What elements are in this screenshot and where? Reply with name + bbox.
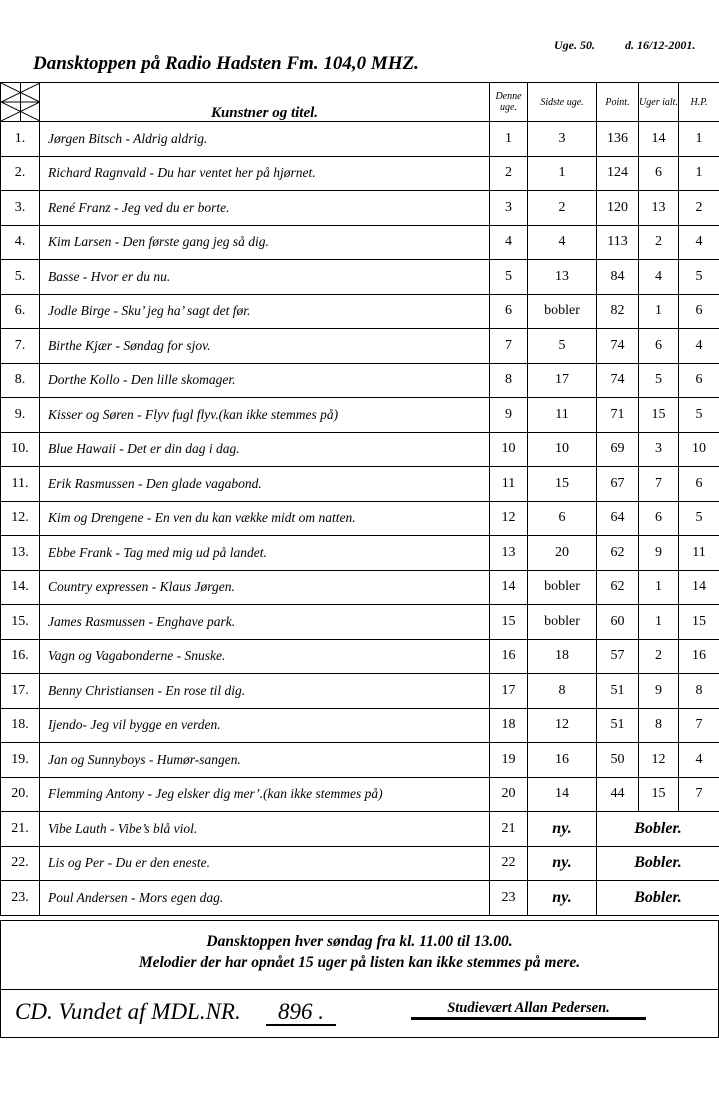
artist-title-cell: Country expressen - Klaus Jørgen. [40, 570, 490, 605]
artist-title-cell: Vibe Lauth - Vibe’s blå viol. [40, 812, 490, 847]
cd-winner-label: CD. Vundet af MDL.NR. [15, 999, 241, 1024]
last-week-cell: 12 [528, 708, 597, 743]
studio-host: Studievært Allan Pedersen. [411, 999, 646, 1020]
this-week-cell: 15 [490, 605, 528, 640]
weeks-total-cell: 6 [639, 156, 679, 191]
position-cell: 13. [1, 536, 40, 571]
hp-cell: 4 [679, 329, 719, 364]
weeks-total-column-header: Uger ialt. [639, 83, 679, 122]
weeks-total-cell: 8 [639, 708, 679, 743]
this-week-cell: 13 [490, 536, 528, 571]
chart-date: d. 16/12-2001. [625, 38, 696, 52]
hp-cell: 5 [679, 501, 719, 536]
points-cell: 62 [597, 536, 639, 571]
points-cell: 120 [597, 191, 639, 226]
points-cell: 51 [597, 674, 639, 709]
weeks-total-cell: 1 [639, 294, 679, 329]
last-week-cell: 10 [528, 432, 597, 467]
artist-title-cell: Vagn og Vagabonderne - Snuske. [40, 639, 490, 674]
position-cell: 17. [1, 674, 40, 709]
corner-box [1, 83, 40, 122]
page-title: Dansktoppen på Radio Hadsten Fm. 104,0 MHZ. [33, 53, 419, 74]
hp-cell: 16 [679, 639, 719, 674]
weeks-total-cell: 13 [639, 191, 679, 226]
weeks-total-cell: 15 [639, 777, 679, 812]
table-row [1, 156, 719, 191]
table-row [1, 294, 719, 329]
artist-title-cell: Ijendo- Jeg vil bygge en verden. [40, 708, 490, 743]
weeks-total-cell: 6 [639, 329, 679, 364]
artist-title-cell: Basse - Hvor er du nu. [40, 260, 490, 295]
weeks-total-cell: 2 [639, 225, 679, 260]
points-cell: 74 [597, 363, 639, 398]
position-cell: 9. [1, 398, 40, 433]
bubble-status-cell: Bobler. [597, 881, 719, 916]
last-week-cell: 20 [528, 536, 597, 571]
artist-title-cell: Richard Ragnvald - Du har ventet her på hjørnet. [40, 156, 490, 191]
cd-winner-section [0, 989, 719, 1038]
artist-title-cell: Benny Christiansen - En rose til dig. [40, 674, 490, 709]
hp-cell: 15 [679, 605, 719, 640]
bubble-row [1, 881, 719, 916]
broadcast-time-text: Dansktoppen hver søndag fra kl. 11.00 til 13.00. [206, 933, 513, 950]
position-cell: 1. [1, 122, 40, 157]
artist-title-cell: Jørgen Bitsch - Aldrig aldrig. [40, 122, 490, 157]
last-week-cell: 2 [528, 191, 597, 226]
weeks-total-cell: 14 [639, 122, 679, 157]
weeks-total-cell: 9 [639, 674, 679, 709]
artist-title-cell: Blue Hawaii - Det er din dag i dag. [40, 432, 490, 467]
chart-table [0, 82, 719, 916]
table-row [1, 398, 719, 433]
this-week-cell: 7 [490, 329, 528, 364]
last-week-cell: 15 [528, 467, 597, 502]
hp-cell: 5 [679, 260, 719, 295]
this-week-cell: 18 [490, 708, 528, 743]
last-week-cell: 3 [528, 122, 597, 157]
last-week-cell: 1 [528, 156, 597, 191]
table-row [1, 329, 719, 364]
table-row [1, 363, 719, 398]
hp-cell: 6 [679, 363, 719, 398]
last-week-cell: 8 [528, 674, 597, 709]
last-week-cell: 18 [528, 639, 597, 674]
bubble-status-cell: Bobler. [597, 846, 719, 881]
weeks-total-cell: 12 [639, 743, 679, 778]
position-cell: 18. [1, 708, 40, 743]
position-cell: 5. [1, 260, 40, 295]
bubble-row [1, 812, 719, 847]
table-row [1, 467, 719, 502]
weeks-total-cell: 6 [639, 501, 679, 536]
this-week-cell: 14 [490, 570, 528, 605]
points-cell: 60 [597, 605, 639, 640]
last-week-cell: 16 [528, 743, 597, 778]
artist-title-cell: Kim Larsen - Den første gang jeg så dig. [40, 225, 490, 260]
hp-cell: 4 [679, 225, 719, 260]
new-entry-cell: ny. [528, 881, 597, 916]
position-cell: 16. [1, 639, 40, 674]
position-cell: 20. [1, 777, 40, 812]
this-week-cell: 22 [490, 846, 528, 881]
position-cell: 3. [1, 191, 40, 226]
position-cell: 21. [1, 812, 40, 847]
artist-title-cell: James Rasmussen - Enghave park. [40, 605, 490, 640]
artist-title-cell: Ebbe Frank - Tag med mig ud på landet. [40, 536, 490, 571]
table-row [1, 605, 719, 640]
this-week-cell: 5 [490, 260, 528, 295]
weeks-total-cell: 3 [639, 432, 679, 467]
points-cell: 82 [597, 294, 639, 329]
artist-title-cell: Lis og Per - Du er den eneste. [40, 846, 490, 881]
last-week-column-header: Sidste uge. [528, 83, 597, 122]
hp-cell: 10 [679, 432, 719, 467]
position-cell: 6. [1, 294, 40, 329]
points-column-header: Point. [597, 83, 639, 122]
points-cell: 71 [597, 398, 639, 433]
last-week-cell: bobler [528, 570, 597, 605]
weeks-total-cell: 15 [639, 398, 679, 433]
weeks-total-cell: 1 [639, 570, 679, 605]
artist-title-cell: Jodle Birge - Sku’ jeg ha’ sagt det før. [40, 294, 490, 329]
last-week-cell: bobler [528, 294, 597, 329]
last-week-cell: 13 [528, 260, 597, 295]
artist-title-cell: Birthe Kjær - Søndag for sjov. [40, 329, 490, 364]
points-cell: 67 [597, 467, 639, 502]
hp-cell: 1 [679, 156, 719, 191]
hp-cell: 7 [679, 777, 719, 812]
new-entry-cell: ny. [528, 846, 597, 881]
this-week-cell: 4 [490, 225, 528, 260]
table-row [1, 639, 719, 674]
hp-cell: 6 [679, 294, 719, 329]
this-week-cell: 23 [490, 881, 528, 916]
table-row [1, 191, 719, 226]
this-week-cell: 1 [490, 122, 528, 157]
table-row [1, 777, 719, 812]
weeks-total-cell: 1 [639, 605, 679, 640]
position-cell: 4. [1, 225, 40, 260]
artist-title-cell: Jan og Sunnyboys - Humør-sangen. [40, 743, 490, 778]
points-cell: 69 [597, 432, 639, 467]
weeks-total-cell: 5 [639, 363, 679, 398]
table-row [1, 432, 719, 467]
last-week-cell: 5 [528, 329, 597, 364]
points-cell: 62 [597, 570, 639, 605]
bubble-status-cell: Bobler. [597, 812, 719, 847]
position-cell: 14. [1, 570, 40, 605]
table-row [1, 501, 719, 536]
bubble-row [1, 846, 719, 881]
last-week-cell: 14 [528, 777, 597, 812]
this-week-cell: 20 [490, 777, 528, 812]
table-row [1, 260, 719, 295]
this-week-cell: 8 [490, 363, 528, 398]
artist-title-cell: Kisser og Søren - Flyv fugl flyv.(kan ikke stemmes på) [40, 398, 490, 433]
this-week-cell: 9 [490, 398, 528, 433]
artist-title-cell: Poul Andersen - Mors egen dag. [40, 881, 490, 916]
table-row [1, 225, 719, 260]
position-cell: 10. [1, 432, 40, 467]
hp-cell: 8 [679, 674, 719, 709]
hp-cell: 2 [679, 191, 719, 226]
hp-cell: 1 [679, 122, 719, 157]
artist-title-cell: René Franz - Jeg ved du er borte. [40, 191, 490, 226]
points-cell: 64 [597, 501, 639, 536]
table-row [1, 674, 719, 709]
position-cell: 23. [1, 881, 40, 916]
hp-cell: 7 [679, 708, 719, 743]
table-row [1, 122, 719, 157]
artist-column-header: Kunstner og titel. [40, 83, 490, 122]
position-cell: 11. [1, 467, 40, 502]
weeks-total-cell: 9 [639, 536, 679, 571]
hp-cell: 11 [679, 536, 719, 571]
position-cell: 19. [1, 743, 40, 778]
position-cell: 15. [1, 605, 40, 640]
table-row [1, 570, 719, 605]
position-cell: 7. [1, 329, 40, 364]
points-cell: 113 [597, 225, 639, 260]
this-week-cell: 10 [490, 432, 528, 467]
weeks-total-cell: 4 [639, 260, 679, 295]
hp-cell: 6 [679, 467, 719, 502]
position-cell: 2. [1, 156, 40, 191]
new-entry-cell: ny. [528, 812, 597, 847]
table-row [1, 743, 719, 778]
artist-title-cell: Flemming Antony - Jeg elsker dig mer’.(kan ikke stemmes på) [40, 777, 490, 812]
last-week-cell: 6 [528, 501, 597, 536]
this-week-cell: 2 [490, 156, 528, 191]
points-cell: 50 [597, 743, 639, 778]
points-cell: 74 [597, 329, 639, 364]
artist-title-cell: Kim og Drengene - En ven du kan vække midt om natten. [40, 501, 490, 536]
this-week-cell: 17 [490, 674, 528, 709]
this-week-cell: 3 [490, 191, 528, 226]
last-week-cell: 4 [528, 225, 597, 260]
points-cell: 136 [597, 122, 639, 157]
this-week-cell: 21 [490, 812, 528, 847]
hp-column-header: H.P. [679, 83, 719, 122]
this-week-cell: 11 [490, 467, 528, 502]
last-week-cell: 11 [528, 398, 597, 433]
last-week-cell: bobler [528, 605, 597, 640]
position-cell: 8. [1, 363, 40, 398]
points-cell: 44 [597, 777, 639, 812]
points-cell: 51 [597, 708, 639, 743]
position-cell: 12. [1, 501, 40, 536]
points-cell: 124 [597, 156, 639, 191]
hp-cell: 14 [679, 570, 719, 605]
voting-rule-text: Melodier der har opnået 15 uger på listen kan ikke stemmes på mere. [138, 954, 581, 971]
this-week-column-header: Denne uge. [490, 83, 528, 122]
hp-cell: 5 [679, 398, 719, 433]
cross-box-icon [1, 83, 40, 121]
points-cell: 84 [597, 260, 639, 295]
footer-info [0, 920, 719, 990]
week-number: Uge. 50. [554, 38, 595, 52]
table-row [1, 708, 719, 743]
points-cell: 57 [597, 639, 639, 674]
table-row [1, 536, 719, 571]
artist-title-cell: Erik Rasmussen - Den glade vagabond. [40, 467, 490, 502]
hp-cell: 4 [679, 743, 719, 778]
this-week-cell: 6 [490, 294, 528, 329]
this-week-cell: 16 [490, 639, 528, 674]
cd-winner-number: 896 . [266, 999, 336, 1026]
weeks-total-cell: 2 [639, 639, 679, 674]
artist-title-cell: Dorthe Kollo - Den lille skomager. [40, 363, 490, 398]
table-header-row [1, 83, 719, 122]
this-week-cell: 19 [490, 743, 528, 778]
this-week-cell: 12 [490, 501, 528, 536]
weeks-total-cell: 7 [639, 467, 679, 502]
last-week-cell: 17 [528, 363, 597, 398]
position-cell: 22. [1, 846, 40, 881]
